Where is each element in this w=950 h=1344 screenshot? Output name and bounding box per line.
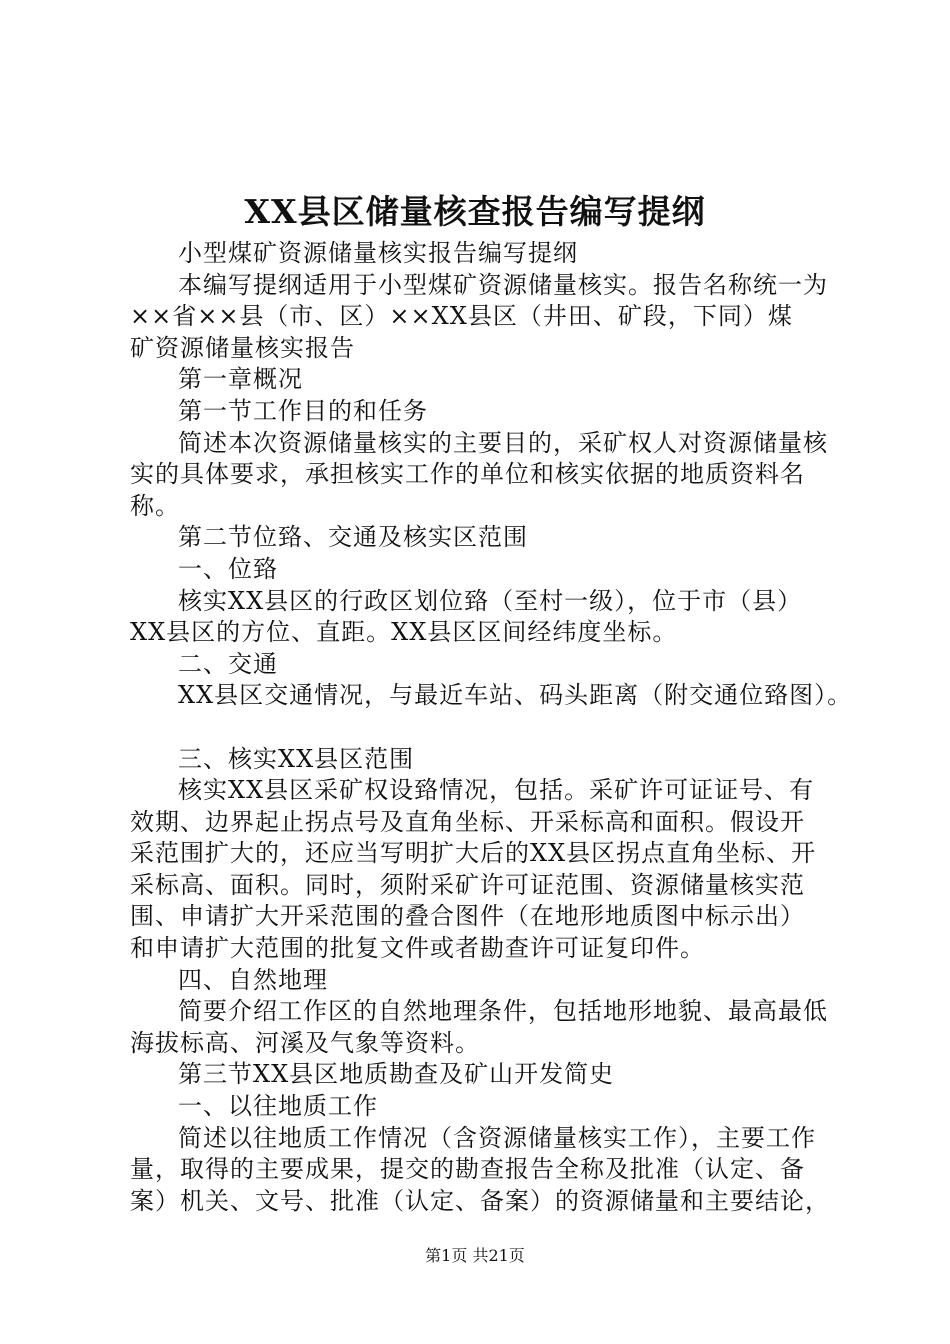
text-line: 简要介绍工作区的自然地理条件，包括地形地貌、最高最低 bbox=[178, 997, 828, 1026]
document-title: XX县区储量核查报告编写提纲 bbox=[244, 192, 706, 231]
text-line: 采标高、面积。同时，须附采矿许可证范围、资源储量核实范 bbox=[130, 870, 805, 899]
text-line: 实的具体要求，承担核实工作的单位和核实依据的地质资料名 bbox=[130, 460, 805, 489]
text-line: 简述本次资源储量核实的主要目的，采矿权人对资源储量核 bbox=[178, 428, 828, 457]
text-line: 四、自然地理 bbox=[178, 965, 328, 994]
text-line: 第二节位臵、交通及核实区范围 bbox=[178, 523, 528, 552]
text-line: XX县区交通情况，与最近车站、码头距离（附交通位臵图）。 bbox=[178, 681, 853, 710]
text-line: 和申请扩大范围的批复文件或者勘查许可证复印件。 bbox=[130, 934, 705, 963]
text-line: 称。 bbox=[130, 491, 180, 520]
text-line: 第一节工作目的和任务 bbox=[178, 396, 428, 425]
text-line: 简述以往地质工作情况（含资源储量核实工作），主要工作 bbox=[178, 1123, 816, 1152]
page-footer: 第1页 共21页 bbox=[425, 1246, 525, 1265]
text-line: 第三节XX县区地质勘查及矿山开发简史 bbox=[178, 1060, 615, 1089]
text-line: 一、位臵 bbox=[178, 554, 278, 583]
text-line: ××省××县（市、区）××XX县区（井田、矿段，下同）煤 bbox=[130, 302, 793, 331]
text-line: 核实XX县区采矿权设臵情况，包括。采矿许可证证号、有 bbox=[178, 776, 815, 805]
text-line: 三、核实XX县区范围 bbox=[178, 744, 415, 773]
text-line: 第一章概况 bbox=[178, 365, 303, 394]
text-line: 二、交通 bbox=[178, 649, 278, 678]
text-line: 案）机关、文号、批准（认定、备案）的资源储量和主要结论， bbox=[130, 1186, 830, 1215]
document-body bbox=[130, 238, 853, 1217]
text-line: 小型煤矿资源储量核实报告编写提纲 bbox=[178, 239, 578, 267]
text-line: 核实XX县区的行政区划位臵（至村一级），位于市（县） bbox=[178, 586, 803, 615]
text-line: 效期、边界起止拐点号及直角坐标、开采标高和面积。假设开 bbox=[130, 807, 805, 836]
text-line: 本编写提纲适用于小型煤矿资源储量核实。报告名称统一为 bbox=[178, 270, 828, 299]
text-line: XX县区的方位、直距。XX县区区间经纬度坐标。 bbox=[130, 618, 678, 647]
text-line: 海拔标高、河溪及气象等资料。 bbox=[130, 1028, 480, 1057]
text-line: 矿资源储量核实报告 bbox=[130, 333, 355, 362]
blank-line bbox=[130, 712, 840, 744]
text-line: 量，取得的主要成果，提交的勘查报告全称及批准（认定、备 bbox=[130, 1155, 805, 1184]
text-line: 一、以往地质工作 bbox=[178, 1092, 378, 1121]
text-line: 采范围扩大的，还应当写明扩大后的XX县区拐点直角坐标、开 bbox=[130, 839, 817, 868]
text-line: 围、申请扩大开采范围的叠合图件（在地形地质图中标示出） bbox=[130, 902, 805, 931]
